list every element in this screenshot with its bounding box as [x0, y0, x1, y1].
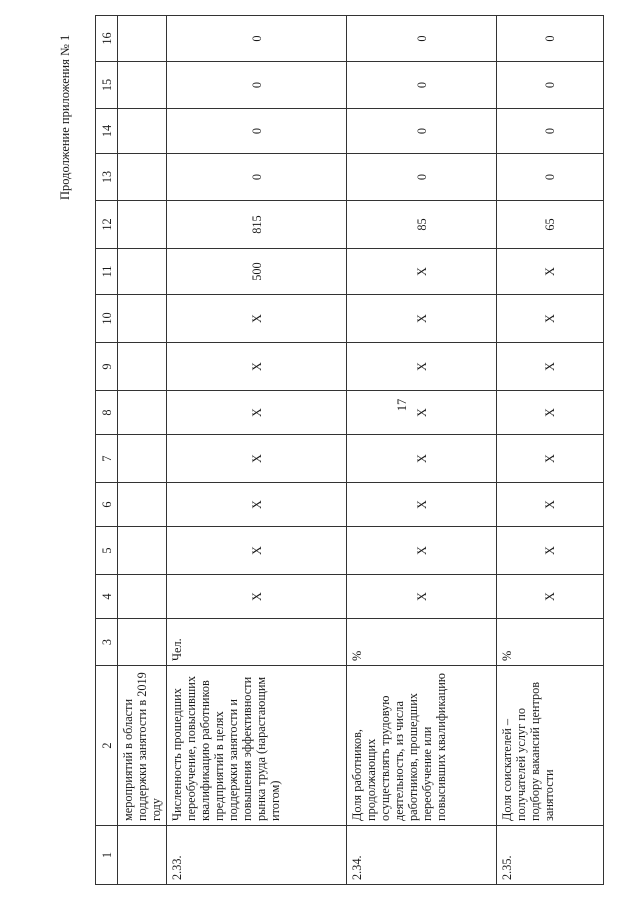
value-cell: X: [497, 295, 604, 343]
unit-cell: %: [497, 619, 604, 666]
value-cell: X: [347, 575, 497, 619]
table-row: [118, 16, 167, 885]
value-cell: 0: [347, 109, 497, 154]
value-cell: 0: [167, 109, 347, 154]
value-cell: X: [167, 391, 347, 435]
unit-cell: %: [347, 619, 497, 666]
value-cell: [118, 391, 167, 435]
value-cell: X: [497, 527, 604, 575]
value-cell: X: [167, 295, 347, 343]
value-cell: [118, 295, 167, 343]
column-header: 6: [96, 483, 118, 527]
column-header: 2: [96, 666, 118, 826]
column-header: 3: [96, 619, 118, 666]
row-number-cell: 2.35.: [497, 826, 604, 885]
value-cell: [118, 483, 167, 527]
value-cell: X: [167, 483, 347, 527]
value-cell: 0: [347, 62, 497, 109]
value-cell: X: [347, 435, 497, 483]
value-cell: [118, 435, 167, 483]
value-cell: 815: [167, 201, 347, 249]
value-cell: X: [167, 435, 347, 483]
row-number-cell: 2.33.: [167, 826, 347, 885]
value-cell: X: [347, 483, 497, 527]
value-cell: X: [347, 343, 497, 391]
unit-cell: Чел.: [167, 619, 347, 666]
value-cell: 0: [167, 154, 347, 201]
column-header: 11: [96, 249, 118, 295]
value-cell: [118, 249, 167, 295]
indicator-name-cell: Доля работников, продолжающих осуществлять трудовую деятельность, из числа работников, прошедших переобучение или повысивших квалификацию: [347, 666, 497, 826]
value-cell: [118, 201, 167, 249]
value-cell: 0: [497, 62, 604, 109]
value-cell: 0: [497, 154, 604, 201]
value-cell: [118, 343, 167, 391]
unit-cell: [118, 619, 167, 666]
value-cell: [118, 154, 167, 201]
indicator-table: [95, 15, 604, 885]
value-cell: X: [497, 249, 604, 295]
column-header: 5: [96, 527, 118, 575]
value-cell: X: [347, 249, 497, 295]
value-cell: 0: [497, 16, 604, 62]
value-cell: 0: [167, 16, 347, 62]
continuation-label: Продолжение приложения № 1: [58, 34, 72, 200]
value-cell: X: [497, 435, 604, 483]
value-cell: [118, 16, 167, 62]
value-cell: 500: [167, 249, 347, 295]
column-header: 13: [96, 154, 118, 201]
value-cell: X: [347, 295, 497, 343]
indicator-name-cell: Доля соискателей – получателей услуг по подбору вакансий центров занятости: [497, 666, 604, 826]
column-header: 7: [96, 435, 118, 483]
value-cell: X: [167, 575, 347, 619]
value-cell: X: [347, 527, 497, 575]
row-number-cell: [118, 826, 167, 885]
column-header: 16: [96, 16, 118, 62]
column-header: 9: [96, 343, 118, 391]
value-cell: X: [497, 343, 604, 391]
table-row: [347, 16, 497, 885]
value-cell: 0: [167, 62, 347, 109]
value-cell: X: [167, 343, 347, 391]
value-cell: 0: [347, 154, 497, 201]
indicator-name-cell: Численность прошедших переобучение, повысивших квалификацию работников предприятий в целях поддержки занятости и повышения эффективности рынка труда (нарастающим итогом): [167, 666, 347, 826]
value-cell: X: [497, 483, 604, 527]
indicator-name-cell: мероприятий в области поддержки занятости в 2019 году: [118, 666, 167, 826]
row-number-cell: 2.34.: [347, 826, 497, 885]
value-cell: 65: [497, 201, 604, 249]
table-header-row: [96, 16, 118, 885]
table-row: [167, 16, 347, 885]
column-header: 8: [96, 391, 118, 435]
value-cell: X: [497, 575, 604, 619]
value-cell: [118, 527, 167, 575]
value-cell: X: [347, 391, 497, 435]
value-cell: 85: [347, 201, 497, 249]
column-header: 15: [96, 62, 118, 109]
table-row: [497, 16, 604, 885]
column-header: 1: [96, 826, 118, 885]
value-cell: 0: [497, 109, 604, 154]
value-cell: [118, 62, 167, 109]
column-header: 12: [96, 201, 118, 249]
value-cell: [118, 575, 167, 619]
value-cell: 0: [347, 16, 497, 62]
column-header: 10: [96, 295, 118, 343]
page-number: 17: [395, 398, 409, 412]
value-cell: X: [497, 391, 604, 435]
value-cell: X: [167, 527, 347, 575]
column-header: 4: [96, 575, 118, 619]
value-cell: [118, 109, 167, 154]
column-header: 14: [96, 109, 118, 154]
